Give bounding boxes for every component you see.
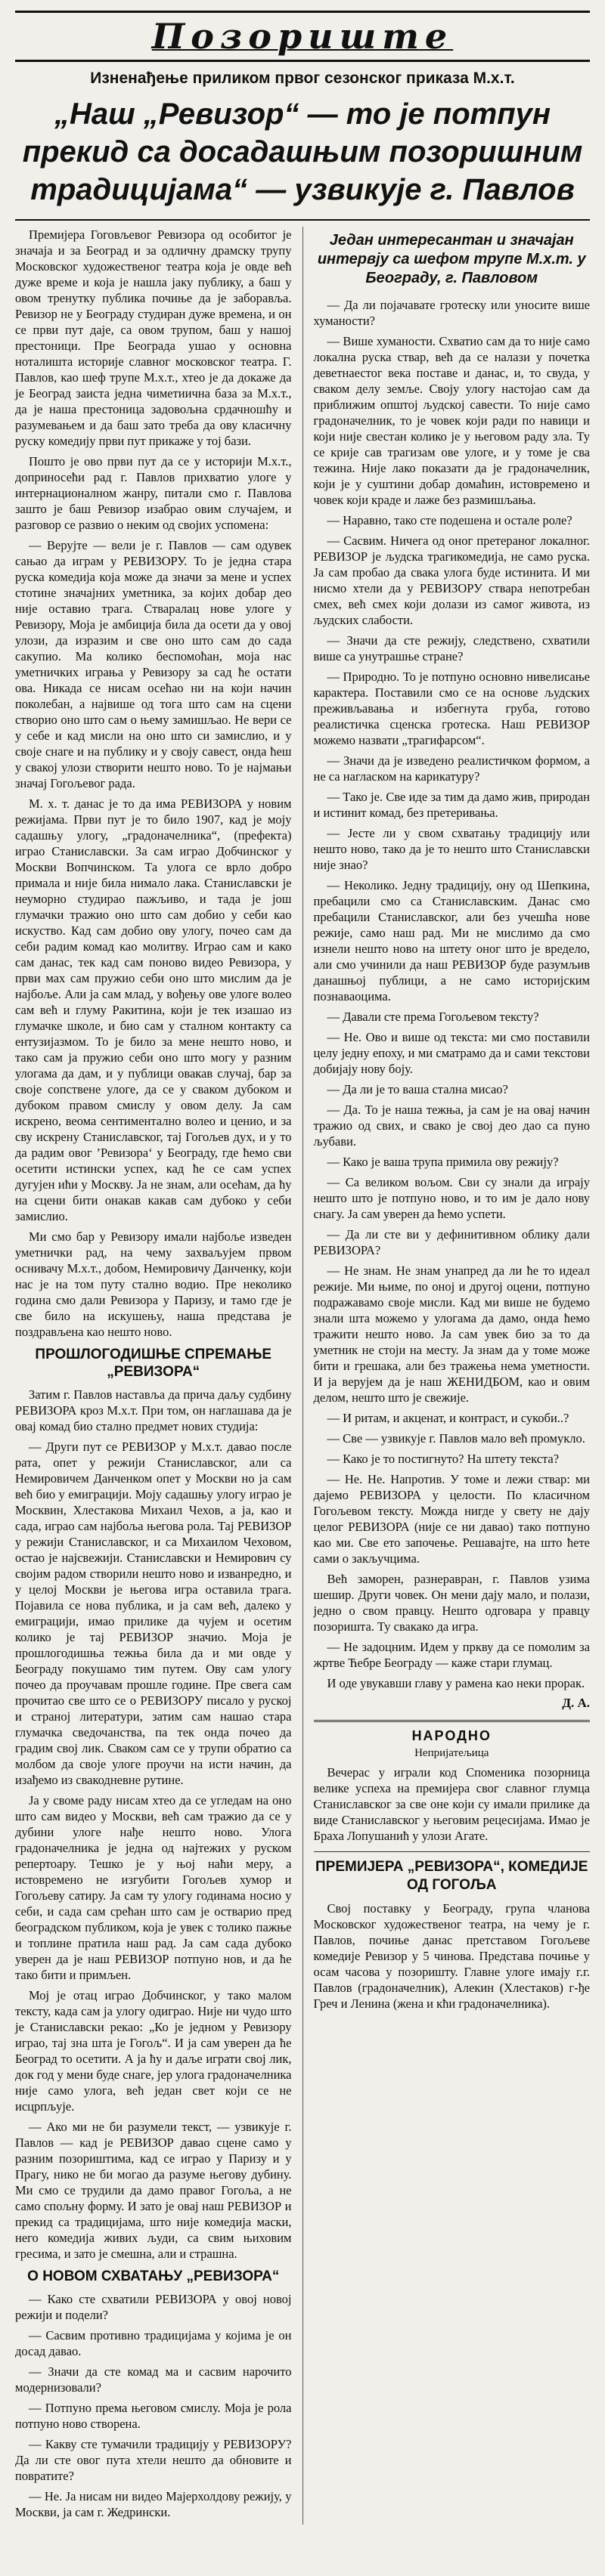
paragraph: — Неколико. Једну традицију, ону од Шепкина, пребацили смо са Станиславским. Данас смо пребацили Станиславског, али без учешћа нове режије, само наш рад. Ми не мислимо да смо изнели нешто ново на штету оног што је вредело, али смо учинили да наш РЕВИЗОР буде разумљив данашњој публици, а не само историјским познаваоцима.	[313, 878, 590, 1003]
paragraph: — Значи да је изведено реалистичком формом, а не са нагласком на карикатуру?	[313, 753, 590, 784]
notice-heading: ПРЕМИЈЕРА „РЕВИЗОРА“, КОМЕДИЈЕ ОД ГОГОЉА	[315, 1859, 588, 1893]
paragraph: Мој је отац играо Добчинског, у тако малом тексту, када сам ја улогу одиграо. Није ни чудо што је Станиславски рекао: „Ко је једном у Ревизору играо, тај зна шта је Гогољ“. И ја сам уверен да ће Београд то осетити. А ја ћу и даље играти свој лик, док год у мени буде снаге, јер улога градоначелника није само улога, већ један свет који се не исцрпљује.	[15, 1988, 292, 2114]
paragraph: Већ заморен, разнеравран, г. Павлов узима шешир. Други човек. Он мени дају мало, и полази, једно о свом правцу. Нешто одговара у правцу позоришта. Ту свакако да игра.	[313, 1572, 590, 1634]
paragraph: Премијера Гоговљевог Ревизора од особитог је значаја и за Београд и за одличну драмску трупу Московског художественог театра која је овде већ дуже време и која је нашла јаку публику, а баш у овом тренутку публика почиње да је заборавља. Ревизор не у Београду студиран дуже времена, и он се први пут даје, са овом трупом, баш у нашој престоници. Пре Београда ушао у основна ноталишта историје славног московског театра. Г. Павлов, као шеф трупе М.х.т., хтео је да докаже да је Београд заиста једна чиметиична база за М.х.т., да је наша престоница задовољна срдачношћу и разумевањем и да баш зато треба да ову класичну руску комедију први пут прикаже у тој бази.	[15, 227, 292, 448]
paragraph: — Јесте ли у свом схватању традицију или нешто ново, тако да је то нешто што Станиславски није знао?	[313, 826, 590, 872]
paragraph: — Не. Ово и више од текста: ми смо поставили целу једну епоху, и ми сматрамо да и сами текстови добијају нову боју.	[313, 1030, 590, 1076]
paragraph: — Не. Ја нисам ни видео Мајерхолдову режију, у Москви, ја сам г. Жедрински.	[15, 2489, 292, 2519]
right-column	[314, 227, 591, 2525]
paragraph: — Не задоцним. Идем у пркву да се помолим за жртве Ћебре Београду — каже стари глумац.	[313, 1640, 590, 1670]
author-signature: Д. А.	[562, 1696, 590, 1710]
article-columns	[15, 227, 590, 2525]
subheading: ПРОШЛОГОДИШЊЕ СПРЕМАЊЕ „РЕВИЗОРА“	[35, 1347, 272, 1380]
paragraph: И оде увукавши главу у рамена као неки прорак.	[327, 1676, 585, 1690]
section-heading: НАРОДНО	[411, 1728, 492, 1743]
paragraph: — Како је ваша трупа примила ову режију?	[327, 1155, 559, 1169]
paragraph: — Како сте схватили РЕВИЗОРА у овој новој режији и подели?	[15, 2292, 292, 2322]
paragraph: — Значи да сте комад ма и сасвим нарочито модернизовали?	[15, 2364, 292, 2395]
paragraph: — Давали сте према Гогољевом тексту?	[327, 1010, 539, 1024]
paragraph: — Како је то постигнуто? На штету текста?	[327, 1452, 560, 1466]
paragraph: Ми смо бар у Ревизору имали најбоље изведен уметнички рад, на чему захваљујем првом оснивачу М.х.т., добом, Немировичу Данченку, који нас је на том путу стално водио. Пре неколико година смо дали Ревизора у Паризу, и тамо где је све било на искушењу, наша представа је поздрављена као нешто ново.	[15, 1229, 292, 1339]
paragraph: — Други пут се РЕВИЗОР у М.х.т. давао после рата, опет у режији Станиславског, али са Немировичем Данченком опет у Москви но ја сам већ био у емиграцији. Моју садашњу улогу играо је Москвин, Хлестакова Михаил Чехов, а ја, као и сада, играо сам најбоља његова рола. Тај РЕВИЗОР у режији Станиславског, и са Михаилом Чеховом, остао је најсвежији. Станиславски и Немирович су својим радом створили нешто ново и изванредно, и у целој Москви је његова игра оставила трага. Појавила се нова публика, и ја сам већ, далеко у емиграцији, имао прилике да чујем и осетим колико је тај РЕВИЗОР значио. Моја је прошлогодишња тежња била да и ми овде у Београду покушамо тим путем. Ову сам улогу почео да проучавам прошле године. Пре свега сам прочитао све што се о РЕВИЗОРУ писало у руској и страној литератури, затим сам нашао стара глумачка сведочанства, па тек онда почео да градим свој лик. Сваком сам се у трупи обратио са молбом да своје улоге проучи на исти начин, да изађемо из свакодневне рутине.	[15, 1440, 292, 1787]
masthead	[15, 11, 590, 62]
masthead-title: Позориште	[151, 16, 454, 57]
paragraph: — И ритам, и акценат, и контраст, и сукоби..?	[327, 1411, 569, 1425]
subheading: О НОВОМ СХВАТАЊУ „РЕВИЗОРА“	[27, 2268, 280, 2284]
paragraph: — Наравно, тако сте подешена и остале роле?	[327, 513, 572, 527]
paragraph: — Са великом вољом. Сви су знали да играју нешто што је потпуно ново, и то им је дало нову снагу. Ја сам уверен да ћемо успети.	[313, 1175, 590, 1221]
paragraph: Вечерас у играли код Споменика позорница велике успеха на премијера свог славног глумца Станиславског за све оне који су имали прилике да виде Станиславског у његовим рецесијама. Имао је Браха Лопушанић у улози Агате.	[313, 1765, 590, 1843]
paragraph: — Да ли је то ваша стална мисао?	[327, 1082, 508, 1096]
paragraph: — Верујте — вели је г. Павлов — сам одувек сањао да играм у РЕВИЗОРУ. То је једна стара руска комедија која може да значи за мене и успех стотине значајних уметника, за којих добар део није оставио трага. Стваралац нове улоге у Ревизору, Моја је амбиција била да осети да у овој улози, да изразим и све оно што сам до сада сакупио. Ма колико беспомоћан, моја нас уметничких играња у Ревизору за сад ће остати ова. Никада се нисам осећао ни на који начин поколебан, а највише од тога што сам на сцени створио оно што сам о њему замишљао. Не вери се у себе и кад мисли на оно што си замислио, и у своје снаге и на публику и у своју савест, онда ћеш у свакој улози створити нешто ново. То је најмањи значај Гогољевог рада.	[15, 538, 292, 790]
paragraph: — Више хуманости. Схватио сам да то није само локална руска ствар, већ да се налази у почетка деветнаестог века поставе и данас, и, то свуда, у сваком делу земље. Своју улогу настојао сам да приближим општој људској савести. То није само градоначелник, то је човек који ради по навици и који није свестан колико је у његовом раду зла. Ту се крије сав трагизам ове улоге, и у томе је сва тежина. Није лако показати да је градоначелник, који је у суштини добар домаћин, истовремено и човек који краде и лаже без размишљања.	[313, 334, 590, 507]
paragraph: — Значи да сте режију, следствено, схватили више са унутрашње стране?	[313, 633, 590, 663]
paragraph: — Све — узвикује г. Павлов мало већ промукло.	[327, 1431, 585, 1446]
divider	[314, 1720, 591, 1722]
paragraph: — Какву сте тумачили традицију у РЕВИЗОРУ? Да ли сте овог пута хтели нешто да обновите и повратите?	[15, 2437, 292, 2483]
paragraph: М. х. т. данас је то да има РЕВИЗОРА у новим режијама. Први пут је то било 1907, кад је моју садашњу улогу, „градоначелника“, (префекта) играо Станиславски. За сам играо Добчинског у Москви Вопчинском. Та улога се врло добро примала и није била нимало лака. Станиславски је неуморно студирао пажљиво, и тада је још глумачки тражио оно што сам добио у себи као искуство. Кад сам добио ову улогу, почео сам да себи радим комад као молитву. Играо сам и како сам данас, тек кад сам поново видео Ревизора, у први мах сам пружио себи оно што мислим да је најбоље. Али ја сам млад, у вођењу ове улоге волео сам већ и глуму Ракитина, који је тек изашао из глумачке школе, и био сам у сталном контакту са ентузијазмом. То је било за мене нешто ново, и тако сам ја пружио себи оно што могу у разним улогама да дам, и у публици овакав случај, бар за своје сопствене улоге, да се у сваком дубоком и дубоком правом смислу у овом делу. Ја сам искрено, веома сентиментално волео и ценио, и за сву искрену Станиславског, тај Гогољев дух, и у то да радим овог ’Ревизора‘ у Београду, где ћемо сви осетити истински успех, кад ће се сам успех дугујен ићи у Москву. Ја не знам, али осећам, да ћу на сцени бити онакав какав сам дубоко у себи замислио.	[15, 796, 292, 1223]
kicker: Изненађење приликом првог сезонског приказа М.х.т.	[90, 70, 515, 87]
paragraph: Свој поставку у Београду, група чланова Московског художественог театра, на чему је г. Павлов, почиње данас претставом Гогољеве комедије Ревизор у 5 чинова. Представа почиње у осам часова у позоришту. Главне улоге имају г.г. Павлов (градоначелник), Алекин (Хлестаков) г-ђе Греч и Ленина (жена и кћи градоначелника).	[313, 1901, 590, 2011]
paragraph: — Да ли појачавате гротеску или уносите више хуманости?	[313, 298, 590, 328]
paragraph: — Да. То је наша тежња, ја сам је на овај начин тражио од свих, и свако је свој део дао са пуно љубави.	[313, 1102, 590, 1149]
paragraph: — Тако је. Све иде за тим да дамо жив, природан и истинит комад, без претеривања.	[313, 790, 590, 820]
paragraph: Пошто је ово први пут да се у историји М.х.т., доприносећи рад г. Павлов прихватио улоге у интернационалном жанру, питали смо г. Павлова зашто је баш Ревизор изабрао овим случајем, и разговор се развио о неким од својих успомена:	[15, 454, 292, 532]
paragraph: Затим г. Павлов наставља да прича даљу судбину РЕВИЗОРА кроз М.х.т. При том, он наглашава да је овај комад био стално предмет нових студија:	[15, 1387, 292, 1433]
divider	[314, 1851, 591, 1852]
headline-rule	[15, 219, 590, 221]
paragraph: — Сасвим противно традицијама у којима је он досад давао.	[15, 2328, 292, 2358]
paragraph: — Сасвим. Ничега од оног претераног локалног. РЕВИЗОР је људска трагикомедија, не само руска. Ја сам пробао да свака улога буде истинита. И ми нисмо хтели да у РЕВИЗОРУ ствара непотребан смех, већ смех који долази из самог живота, из људских слабости.	[313, 533, 590, 627]
paragraph: — Природно. То је потпуно основно нивелисање карактера. Поставили смо се на основе људских преживљавања и избегнута груба, готово реалистичка сценска гротеска. Наш РЕВИЗОР можемо назвати „трагифарсом“.	[313, 670, 590, 747]
paragraph: — Ако ми не би разумели текст, — узвикује г. Павлов — кад је РЕВИЗОР давао сцене само у разним позориштима, кад се играо у Паризу и у Прагу, нико не би могао да разуме његову дубину. Ми смо се трудили да дамо правог Гогоља, а не само спољну форму. И зато је овај наш РЕВИЗОР и прекид са традицијама, што није комедија маски, него комедија живих људи, са свим њиховим гресима, и зато је смешна, али и страшна.	[15, 2120, 292, 2261]
section-subheading: Непријатељица	[414, 1747, 489, 1759]
headline: „Наш „Ревизор“ — то је потпун прекид са досадашњим позоришним традицијама“ — узвикује г. Павлов	[22, 97, 583, 206]
paragraph: — Не знам. Не знам унапред да ли ће то идеал режије. Ми њиме, по оној и другој оцени, потпуно подражавамо своје мисли. Кад ми више не будемо знали шта можемо у улогама да дамо, онда ћемо тражити нешто ново. Ја сам увек био за то да уметник не стоји на месту. Ја знам да у томе може бити и грешака, али без тражења нема уметности. И ја верујем да је наш ЖЕНИДБОМ, као и овим делом, нешто што је свежије.	[313, 1263, 590, 1405]
deck: Један интересантан и значајан интервју са шефом трупе М.х.т. у Београду, г. Павловом	[317, 232, 586, 286]
paragraph: — Потпуно према његовом смислу. Моја је рола потпуно ново створена.	[15, 2401, 292, 2431]
paragraph: — Не. Не. Напротив. У томе и лежи ствар: ми дајемо РЕВИЗОРА у целости. По класичном Гогољевом тексту. Можда нигде у свету не дају целог РЕВИЗОРА (није се ни давао) тако потпуно као ми. Све ето започење. Решавајте, на што ћете сами о закључцима.	[313, 1472, 590, 1566]
paragraph: Ја у своме раду нисам хтео да се угледам на оно што сам видео у Москви, већ сам тражио да се у дубини улоге нађе нешто ново. Улога градоначелника је једна од најтежих у руском репертоару. Тешко је у њој наћи меру, а истовремено не изгубити Гогољев хумор и Гогољеву сатиру. Ја сам ту улогу годинама носио у себи, и сада сам срећан што сам је остварио пред београдском публиком, која је увек с толико пажње и топлине пратила наш рад. Ја сам сада дубоко уверен да је наш РЕВИЗОР потпуно нов, и да ће тако бити и примљен.	[15, 1793, 292, 1982]
paragraph: — Да ли сте ви у дефинитивном облику дали РЕВИЗОРА?	[313, 1227, 590, 1257]
left-column	[15, 227, 303, 2525]
